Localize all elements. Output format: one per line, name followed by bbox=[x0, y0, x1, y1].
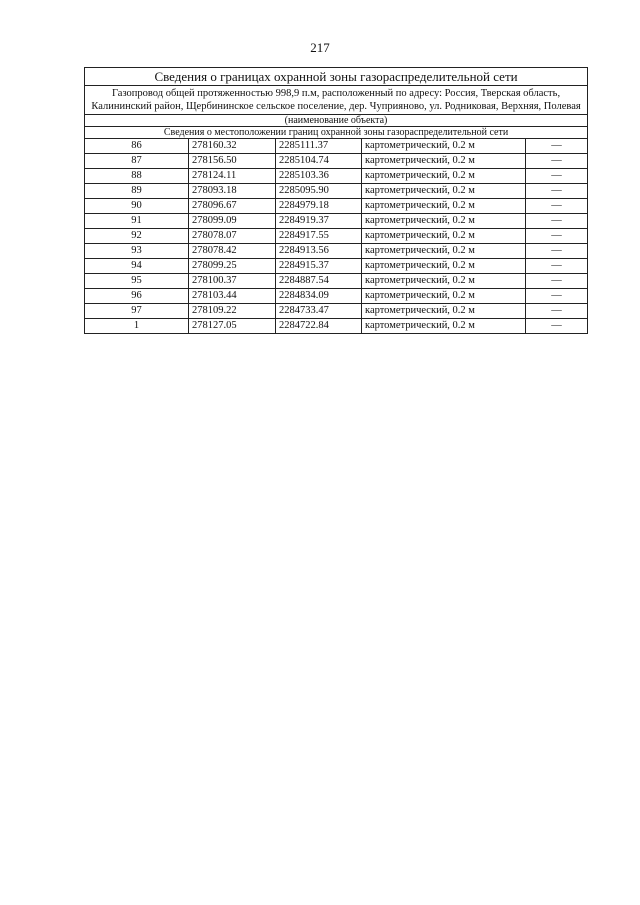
note-cell: — bbox=[526, 289, 588, 304]
point-number-cell: 93 bbox=[85, 244, 189, 259]
x-coordinate-cell: 278078.42 bbox=[189, 244, 276, 259]
y-coordinate-cell: 2284917.55 bbox=[276, 229, 362, 244]
y-coordinate-cell: 2285111.37 bbox=[276, 139, 362, 154]
table-row bbox=[85, 154, 588, 169]
y-coordinate-cell: 2284915.37 bbox=[276, 259, 362, 274]
point-number-cell: 90 bbox=[85, 199, 189, 214]
y-coordinate-cell: 2284834.09 bbox=[276, 289, 362, 304]
method-cell: картометрический, 0.2 м bbox=[362, 214, 526, 229]
object-row bbox=[85, 86, 588, 115]
note-cell: — bbox=[526, 139, 588, 154]
note-cell: — bbox=[526, 259, 588, 274]
note-cell: — bbox=[526, 229, 588, 244]
table-row bbox=[85, 199, 588, 214]
boundary-table bbox=[84, 67, 588, 334]
point-number-cell: 95 bbox=[85, 274, 189, 289]
note-cell: — bbox=[526, 304, 588, 319]
title-row bbox=[85, 68, 588, 86]
section-header: Сведения о местоположении границ охранной зоны газораспределительной сети bbox=[85, 127, 588, 139]
point-number-cell: 92 bbox=[85, 229, 189, 244]
point-number-cell: 1 bbox=[85, 319, 189, 334]
y-coordinate-cell: 2284722.84 bbox=[276, 319, 362, 334]
x-coordinate-cell: 278093.18 bbox=[189, 184, 276, 199]
y-coordinate-cell: 2284979.18 bbox=[276, 199, 362, 214]
note-cell: — bbox=[526, 154, 588, 169]
object-caption: (наименование объекта) bbox=[85, 115, 588, 127]
x-coordinate-cell: 278124.11 bbox=[189, 169, 276, 184]
point-number-cell: 96 bbox=[85, 289, 189, 304]
method-cell: картометрический, 0.2 м bbox=[362, 169, 526, 184]
table-row bbox=[85, 184, 588, 199]
point-number-cell: 97 bbox=[85, 304, 189, 319]
table-row bbox=[85, 259, 588, 274]
y-coordinate-cell: 2285095.90 bbox=[276, 184, 362, 199]
point-number-cell: 91 bbox=[85, 214, 189, 229]
y-coordinate-cell: 2285104.74 bbox=[276, 154, 362, 169]
page-number: 217 bbox=[310, 40, 330, 55]
y-coordinate-cell: 2285103.36 bbox=[276, 169, 362, 184]
method-cell: картометрический, 0.2 м bbox=[362, 259, 526, 274]
point-number-cell: 86 bbox=[85, 139, 189, 154]
x-coordinate-cell: 278096.67 bbox=[189, 199, 276, 214]
point-number-cell: 89 bbox=[85, 184, 189, 199]
table-row bbox=[85, 304, 588, 319]
x-coordinate-cell: 278156.50 bbox=[189, 154, 276, 169]
point-number-cell: 88 bbox=[85, 169, 189, 184]
method-cell: картометрический, 0.2 м bbox=[362, 139, 526, 154]
table-row bbox=[85, 274, 588, 289]
y-coordinate-cell: 2284887.54 bbox=[276, 274, 362, 289]
method-cell: картометрический, 0.2 м bbox=[362, 289, 526, 304]
x-coordinate-cell: 278160.32 bbox=[189, 139, 276, 154]
method-cell: картометрический, 0.2 м bbox=[362, 304, 526, 319]
note-cell: — bbox=[526, 244, 588, 259]
x-coordinate-cell: 278100.37 bbox=[189, 274, 276, 289]
object-description: Газопровод общей протяженностью 998,9 п.м, расположенный по адресу: Россия, Тверская область, Калининский район, Щербининское сельское поселение, дер. Чуприяново, ул. Родниковая, Верхняя, Полевая bbox=[85, 86, 588, 115]
table-row bbox=[85, 244, 588, 259]
table-row bbox=[85, 169, 588, 184]
note-cell: — bbox=[526, 214, 588, 229]
caption-row bbox=[85, 115, 588, 127]
table-row bbox=[85, 139, 588, 154]
x-coordinate-cell: 278099.25 bbox=[189, 259, 276, 274]
y-coordinate-cell: 2284733.47 bbox=[276, 304, 362, 319]
method-cell: картометрический, 0.2 м bbox=[362, 244, 526, 259]
y-coordinate-cell: 2284919.37 bbox=[276, 214, 362, 229]
note-cell: — bbox=[526, 319, 588, 334]
method-cell: картометрический, 0.2 м bbox=[362, 154, 526, 169]
x-coordinate-cell: 278127.05 bbox=[189, 319, 276, 334]
method-cell: картометрический, 0.2 м bbox=[362, 199, 526, 214]
table-title: Сведения о границах охранной зоны газораспределительной сети bbox=[85, 68, 588, 86]
table-row bbox=[85, 319, 588, 334]
table-row bbox=[85, 229, 588, 244]
x-coordinate-cell: 278078.07 bbox=[189, 229, 276, 244]
table-row bbox=[85, 289, 588, 304]
method-cell: картометрический, 0.2 м bbox=[362, 184, 526, 199]
note-cell: — bbox=[526, 274, 588, 289]
x-coordinate-cell: 278109.22 bbox=[189, 304, 276, 319]
point-number-cell: 94 bbox=[85, 259, 189, 274]
note-cell: — bbox=[526, 184, 588, 199]
method-cell: картометрический, 0.2 м bbox=[362, 274, 526, 289]
method-cell: картометрический, 0.2 м bbox=[362, 229, 526, 244]
section-row bbox=[85, 127, 588, 139]
point-number-cell: 87 bbox=[85, 154, 189, 169]
note-cell: — bbox=[526, 169, 588, 184]
x-coordinate-cell: 278103.44 bbox=[189, 289, 276, 304]
y-coordinate-cell: 2284913.56 bbox=[276, 244, 362, 259]
note-cell: — bbox=[526, 199, 588, 214]
method-cell: картометрический, 0.2 м bbox=[362, 319, 526, 334]
table-row bbox=[85, 214, 588, 229]
x-coordinate-cell: 278099.09 bbox=[189, 214, 276, 229]
